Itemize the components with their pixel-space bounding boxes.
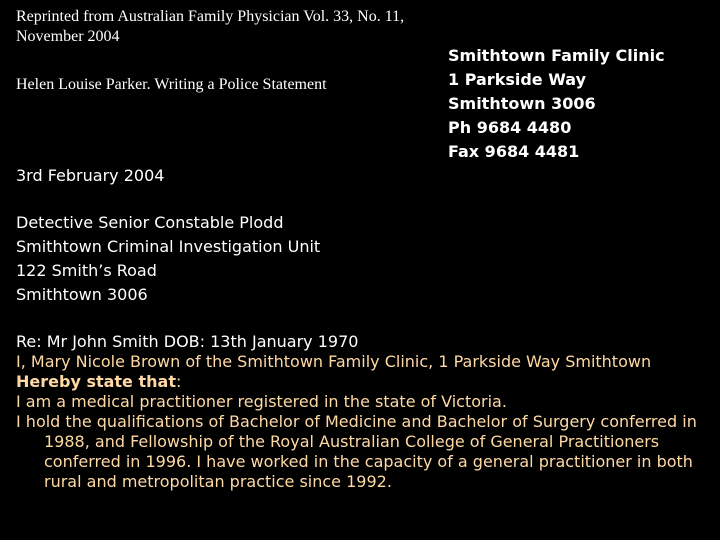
clinic-suburb: Smithtown 3006 (448, 94, 596, 113)
recipient-street: 122 Smith’s Road (16, 261, 157, 280)
recipient-suburb: Smithtown 3006 (16, 285, 148, 304)
clinic-name: Smithtown Family Clinic (448, 46, 665, 65)
letter-date: 3rd February 2004 (16, 166, 165, 185)
qualifications-paragraph: I hold the qualifications of Bachelor of Medicine and Bachelor of Surgery conferred in 1988, and Fellowship of the Royal Australian College of General Practitioners conferred in 1996. I have worked in the capacity of a general practitioner in both rural and metropolitan practice since 1992. (16, 412, 697, 491)
hereby-line (16, 372, 712, 392)
citation-text: Reprinted from Australian Family Physician Vol. 33, No. 11, November 2004 (16, 8, 405, 45)
statement-body (16, 332, 712, 492)
recipient-unit: Smithtown Criminal Investigation Unit (16, 237, 321, 256)
re-line: Re: Mr John Smith DOB: 13th January 1970 (16, 332, 359, 351)
clinic-street: 1 Parkside Way (448, 70, 587, 89)
hereby-text: Hereby state that (16, 372, 176, 391)
clinic-fax: Fax 9684 4481 (448, 142, 580, 161)
hereby-colon: : (175, 372, 182, 391)
intro-line: I, Mary Nicole Brown of the Smithtown Family Clinic, 1 Parkside Way Smithtown (16, 352, 652, 371)
recipient-address-block (16, 211, 320, 307)
clinic-phone: Ph 9684 4480 (448, 118, 572, 137)
recipient-name: Detective Senior Constable Plodd (16, 213, 284, 232)
paper-title: Helen Louise Parker. Writing a Police Statement (16, 76, 327, 93)
registration-line: I am a medical practitioner registered in the state of Victoria. (16, 392, 507, 411)
clinic-address-block (448, 44, 665, 164)
